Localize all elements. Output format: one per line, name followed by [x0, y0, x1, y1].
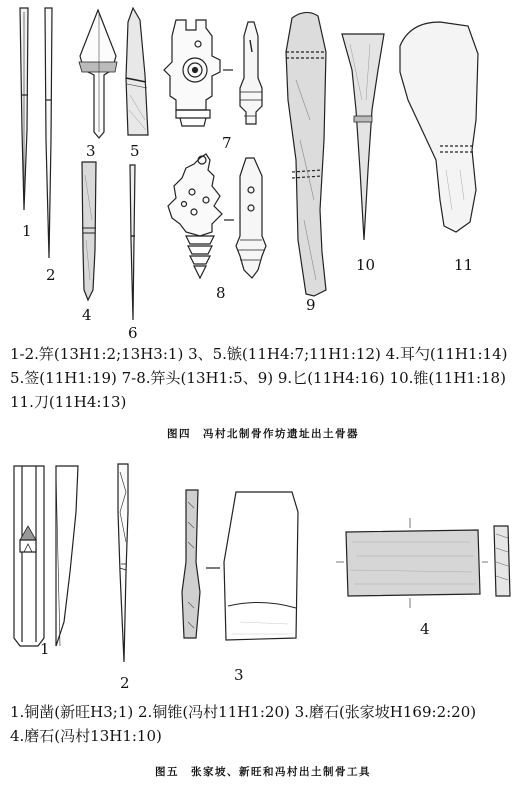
artifact-f5-number-1: 1 [40, 640, 50, 658]
artifact-number-4: 4 [82, 306, 92, 324]
artifact-11-knife-drawing [400, 22, 478, 232]
artifact-9-spatula-drawing [286, 12, 326, 296]
artifact-8-hairpin-head-drawing [168, 154, 266, 278]
artifact-f5-3-whetstone-drawing [182, 490, 298, 640]
legend-line: 1-2.笄(13H1:2;13H3:1) 3、5.镞(11H4:7;11H1:12) 4.耳勺(11H1:14) [10, 345, 508, 363]
figure-5 [0, 452, 526, 786]
artifact-number-1: 1 [22, 222, 32, 240]
legend-line: 4.磨石(冯村13H1:10) [10, 727, 162, 745]
figure-5-drawings [0, 452, 526, 692]
artifact-number-9: 9 [306, 296, 316, 314]
artifact-3-arrowhead-drawing [79, 10, 117, 138]
artifact-number-5: 5 [130, 142, 140, 160]
artifact-f5-1-chisel-drawing [14, 466, 78, 646]
artifact-number-10: 10 [356, 256, 376, 274]
figure-4-caption: 图四 冯村北制骨作坊遗址出土骨器 [167, 428, 359, 440]
artifact-f5-number-2: 2 [120, 674, 130, 692]
artifact-7-hairpin-head-drawing [164, 20, 262, 126]
artifact-10-awl-drawing [342, 34, 384, 240]
artifact-f5-number-3: 3 [234, 666, 244, 684]
artifact-number-6: 6 [128, 324, 138, 342]
artifact-number-3: 3 [86, 142, 96, 160]
artifact-4-ear-spoon-drawing [82, 162, 96, 300]
artifact-2-hairpin-drawing [45, 8, 52, 258]
artifact-6-bodkin-drawing [130, 165, 135, 320]
artifact-number-7: 7 [222, 134, 232, 152]
artifact-f5-2-awl-drawing [118, 464, 128, 662]
legend-line: 5.签(11H1:19) 7-8.笄头(13H1:5、9) 9.匕(11H4:16) 10.锥(11H1:18) [10, 369, 506, 387]
artifact-number-11: 11 [454, 256, 474, 274]
artifact-f5-number-4: 4 [420, 620, 430, 638]
legend-line: 1.铜凿(新旺H3;1) 2.铜锥(冯村11H1:20) 3.磨石(张家坡H169:2:20) [10, 703, 477, 721]
legend-line: 11.刀(11H4:13) [10, 393, 127, 411]
figure-5-caption: 图五 张家坡、新旺和冯村出土制骨工具 [155, 766, 371, 778]
figure-5-legend [10, 700, 476, 748]
artifact-5-arrowhead-drawing [126, 8, 148, 135]
artifact-number-2: 2 [46, 266, 56, 284]
figure-4-legend [10, 342, 507, 414]
artifact-f5-4-whetstone-drawing [336, 518, 510, 608]
artifact-1-hairpin-drawing [20, 8, 28, 210]
artifact-number-8: 8 [216, 284, 226, 302]
figure-4-drawings [0, 0, 526, 330]
